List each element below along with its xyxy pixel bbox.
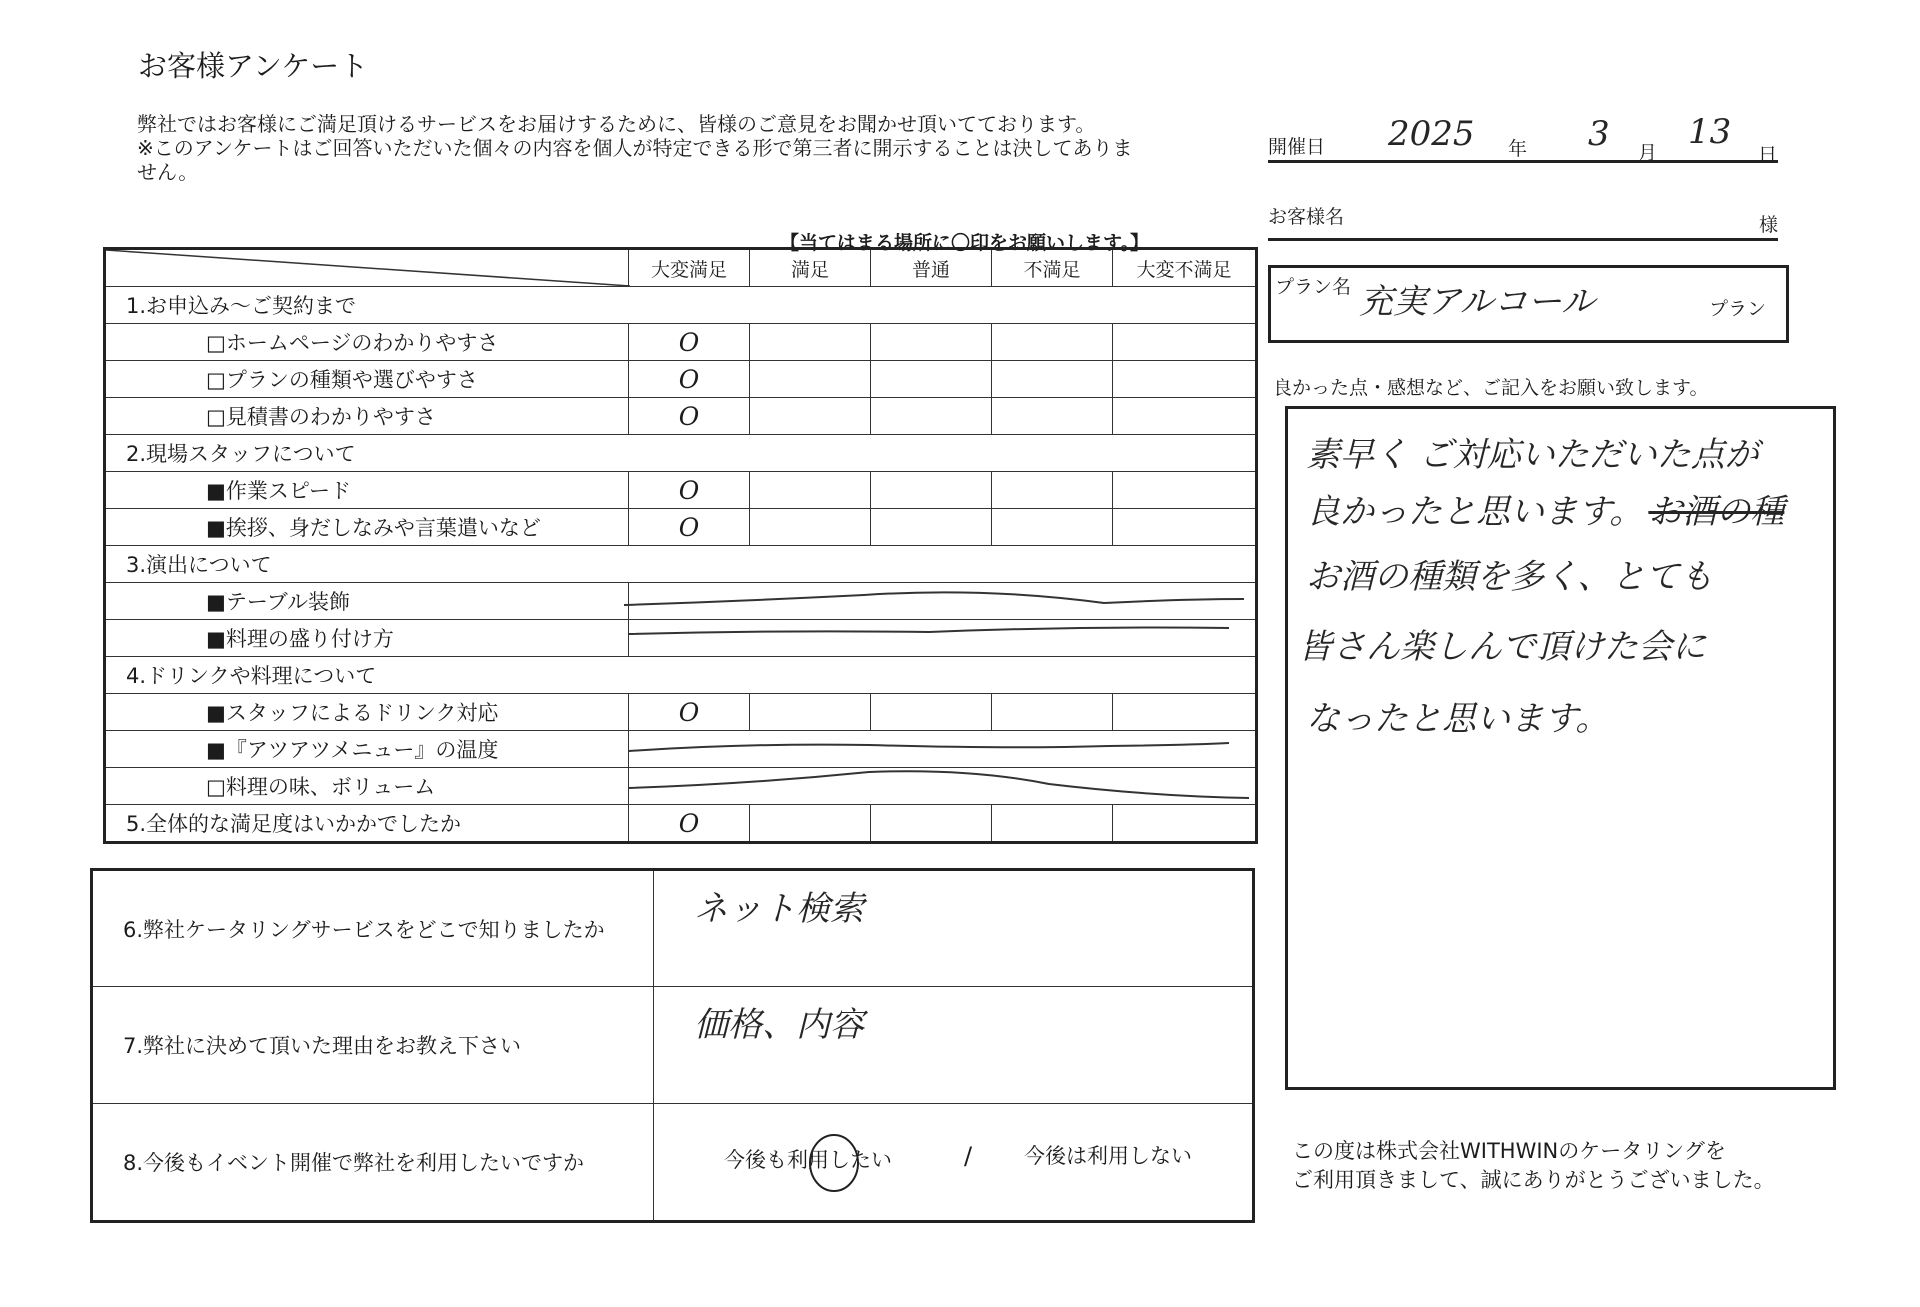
q7-label: 7.弊社に決めて頂いた理由をお教え下さい xyxy=(92,987,654,1104)
thanks-line-2: ご利用頂きまして、誠にありがとうございました。 xyxy=(1292,1168,1775,1192)
page-title: お客様アンケート xyxy=(138,49,369,83)
col-header-very-dissatisfied: 大変不満足 xyxy=(1113,249,1257,287)
answer-cell[interactable] xyxy=(629,694,750,731)
section-1-title: 1.お申込み～ご契約まで xyxy=(105,287,1257,324)
diagonal-cell xyxy=(105,249,629,287)
question-label: ■料理の盛り付け方 xyxy=(105,620,629,657)
answer-cell[interactable] xyxy=(629,805,750,843)
section-5-title: 5.全体的な満足度はいかかでしたか xyxy=(105,805,629,843)
strike-line xyxy=(624,583,1244,619)
intro-line-3: せん。 xyxy=(137,160,199,184)
intro-line-1: 弊社ではお客様にご満足頂けるサービスをお届けするために、皆様のご意見をお聞かせ頂いてております。 xyxy=(137,112,1096,136)
comment-line-4: 皆さん楽しんで頂けた会に xyxy=(1298,627,1706,667)
day-unit: 日 xyxy=(1758,144,1778,166)
answer-cell[interactable] xyxy=(871,361,992,398)
answer-cell[interactable] xyxy=(871,324,992,361)
question-label: □プランの種類や選びやすさ xyxy=(105,361,629,398)
col-header-satisfied: 満足 xyxy=(750,249,871,287)
q8-label: 8.今後もイベント開催で弊社を利用したいですか xyxy=(92,1104,654,1222)
struck-through-answer[interactable] xyxy=(629,768,1257,805)
question-label: ■スタッフによるドリンク対応 xyxy=(105,694,629,731)
answer-cell[interactable] xyxy=(629,361,750,398)
option-yes[interactable]: 今後も利用したい xyxy=(724,1148,892,1172)
question-row xyxy=(105,398,1257,435)
question-row xyxy=(105,768,1257,805)
answer-cell[interactable] xyxy=(871,398,992,435)
answer-cell[interactable] xyxy=(1113,361,1257,398)
month-unit: 月 xyxy=(1638,142,1658,164)
date-label: 開催日 xyxy=(1268,136,1326,158)
answer-cell[interactable] xyxy=(992,324,1113,361)
answer-cell[interactable] xyxy=(629,398,750,435)
intro-text xyxy=(137,112,1237,184)
circle-mark: O xyxy=(678,327,700,357)
diagonal-line xyxy=(106,250,630,286)
section-4-title: 4.ドリンクや料理について xyxy=(105,657,1257,694)
answer-cell[interactable] xyxy=(992,694,1113,731)
rating-table xyxy=(103,247,1258,844)
circle-mark: O xyxy=(678,512,700,542)
q6-answer: ネット検索 xyxy=(694,889,864,929)
answer-cell[interactable] xyxy=(750,694,871,731)
answer-cell[interactable] xyxy=(871,472,992,509)
q6-answer-cell[interactable] xyxy=(654,870,1254,987)
answer-cell[interactable] xyxy=(992,805,1113,843)
header-row xyxy=(105,249,1257,287)
answer-cell[interactable] xyxy=(871,805,992,843)
question-row xyxy=(105,805,1257,843)
section-3-title: 3.演出について xyxy=(105,546,1257,583)
answer-cell[interactable] xyxy=(1113,472,1257,509)
circle-mark: O xyxy=(678,475,700,505)
plan-value[interactable]: 充実アルコール xyxy=(1359,282,1595,322)
strike-line xyxy=(629,620,1249,656)
struck-through-answer[interactable] xyxy=(629,620,1257,657)
answer-cell[interactable] xyxy=(629,472,750,509)
answer-cell[interactable] xyxy=(1113,324,1257,361)
date-year[interactable]: 2025 xyxy=(1388,114,1475,154)
comment-line-2-wrap xyxy=(1306,484,1784,533)
circle-mark: O xyxy=(678,697,700,727)
circle-mark: O xyxy=(678,364,700,394)
comment-box[interactable] xyxy=(1285,406,1836,1090)
intro-line-2: ※このアンケートはご回答いただいた個々の内容を個人が特定できる形で第三者に開示することは決してありま xyxy=(137,136,1133,160)
thanks-line-1: この度は株式会社WITHWINのケータリングを xyxy=(1292,1139,1726,1163)
plan-box xyxy=(1268,265,1789,343)
q7-answer-cell[interactable] xyxy=(654,987,1254,1104)
instruction-note: 【当てはまる場所に〇印をお願いします。】 xyxy=(780,232,1149,254)
question-row xyxy=(105,620,1257,657)
date-month[interactable]: 3 xyxy=(1588,114,1610,154)
option-separator: / xyxy=(964,1142,973,1170)
question-label: ■作業スピード xyxy=(105,472,629,509)
answer-cell[interactable] xyxy=(992,472,1113,509)
question-row xyxy=(105,694,1257,731)
option-no[interactable]: 今後は利用しない xyxy=(1024,1144,1192,1168)
question-row xyxy=(105,731,1257,768)
answer-cell[interactable] xyxy=(750,509,871,546)
question-label: ■挨拶、身だしなみや言葉遣いなど xyxy=(105,509,629,546)
answer-cell[interactable] xyxy=(871,509,992,546)
customer-suffix: 様 xyxy=(1758,214,1778,236)
struck-through-answer[interactable] xyxy=(629,583,1257,620)
section-row xyxy=(105,287,1257,324)
free-row xyxy=(92,870,1254,987)
question-label: ■テーブル装飾 xyxy=(105,583,629,620)
answer-cell[interactable] xyxy=(871,694,992,731)
plan-label: プラン名 xyxy=(1275,276,1352,298)
circle-mark: O xyxy=(678,401,700,431)
question-label: □ホームページのわかりやすさ xyxy=(105,324,629,361)
answer-cell[interactable] xyxy=(750,361,871,398)
answer-cell[interactable] xyxy=(1113,805,1257,843)
col-header-neutral: 普通 xyxy=(871,249,992,287)
answer-cell[interactable] xyxy=(1113,509,1257,546)
section-2-title: 2.現場スタッフについて xyxy=(105,435,1257,472)
question-row xyxy=(105,324,1257,361)
answer-cell[interactable] xyxy=(629,509,750,546)
answer-cell[interactable] xyxy=(1113,398,1257,435)
question-row xyxy=(105,361,1257,398)
question-row xyxy=(105,509,1257,546)
question-row xyxy=(105,583,1257,620)
comment-line-1: 素早く ご対応いただいた点が xyxy=(1306,435,1759,475)
strike-line xyxy=(629,768,1249,804)
comment-line-2: 良かったと思います。 xyxy=(1306,492,1644,532)
date-day[interactable]: 13 xyxy=(1688,112,1732,152)
col-header-dissatisfied: 不満足 xyxy=(992,249,1113,287)
answer-cell[interactable] xyxy=(992,398,1113,435)
question-label: ■『アツアツメニュー』の温度 xyxy=(105,731,629,768)
answer-cell[interactable] xyxy=(750,324,871,361)
q6-label: 6.弊社ケータリングサービスをどこで知りましたか xyxy=(92,870,654,987)
section-row xyxy=(105,546,1257,583)
comment-line-5: なったと思います。 xyxy=(1306,699,1610,739)
circle-mark: O xyxy=(678,808,700,838)
question-row xyxy=(105,472,1257,509)
year-unit: 年 xyxy=(1508,138,1528,160)
event-date-row xyxy=(1268,112,1778,166)
struck-through-answer[interactable] xyxy=(629,731,1257,768)
question-label: □料理の味、ボリューム xyxy=(105,768,629,805)
answer-cell[interactable] xyxy=(629,324,750,361)
answer-cell[interactable] xyxy=(750,398,871,435)
strike-line xyxy=(629,731,1249,767)
section-row xyxy=(105,657,1257,694)
selected-circle xyxy=(804,1130,864,1196)
answer-cell[interactable] xyxy=(992,361,1113,398)
q7-answer: 価格、内容 xyxy=(694,1005,864,1045)
plan-suffix: プラン xyxy=(1709,298,1767,320)
answer-cell[interactable] xyxy=(750,805,871,843)
comment-title: 良かった点・感想など、ご記入をお願い致します。 xyxy=(1273,377,1709,399)
comment-line-2-struck: お酒の種 xyxy=(1648,492,1785,532)
question-label: □見積書のわかりやすさ xyxy=(105,398,629,435)
customer-name-row xyxy=(1268,198,1778,241)
free-row xyxy=(92,987,1254,1104)
section-row xyxy=(105,435,1257,472)
free-answer-table xyxy=(90,868,1255,1223)
thanks-message xyxy=(1292,1137,1872,1195)
q8-answer-cell[interactable] xyxy=(654,1104,1254,1222)
answer-cell[interactable] xyxy=(1113,694,1257,731)
answer-cell[interactable] xyxy=(992,509,1113,546)
answer-cell[interactable] xyxy=(750,472,871,509)
free-row xyxy=(92,1104,1254,1222)
comment-line-3: お酒の種類を多く、とても xyxy=(1306,557,1714,597)
customer-label: お客様名 xyxy=(1268,206,1345,228)
col-header-very-satisfied: 大変満足 xyxy=(629,249,750,287)
